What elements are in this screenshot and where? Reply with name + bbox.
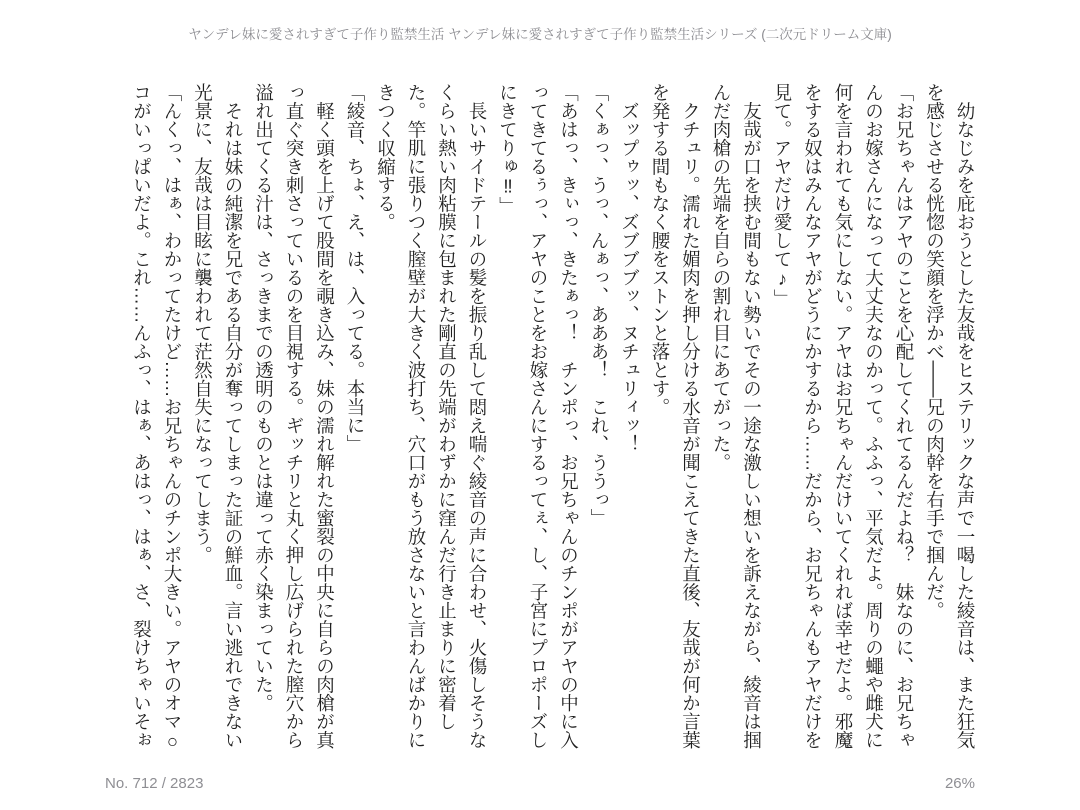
paragraph: 「くぁっ、うっ、んぁっ、あああ！ これ、ううっ」 xyxy=(589,83,610,527)
progress-percent: 26% xyxy=(944,775,975,792)
paragraph: ズップゥッ、ズブブブッ、ヌチュリィッ！ xyxy=(619,83,641,453)
paragraph: それは妹の純潔を兄である自分が奪ってしまった証の鮮血。言い逃れできない光景に、友哉は目眩に襲われて茫然自失になってしまう。 xyxy=(192,83,244,749)
page-text xyxy=(126,83,980,753)
paragraph: 軽く頭を上げて股間を覗き込み、妹の濡れ解れた蜜裂の中央に自らの肉槍が真っ直ぐ突き刺さっているのを目視する。ギッチリと丸く押し広げられた膣穴から溢れ出てくる汁は、さっきまでの透明のものとは違って赤く染まっていた。 xyxy=(253,83,336,749)
paragraph: クチュリ。濡れた媚肉を押し分ける水音が聞こえてきた直後、友哉が何か言葉を発する間もなく腰をストンと落とす。 xyxy=(650,83,702,749)
paragraph: 友哉が口を挟む間もない勢いでその一途な激しい想いを訴えながら、綾音は掴んだ肉槍の先端を自らの割れ目にあてがった。 xyxy=(711,83,763,749)
book-title: ヤンデレ妹に愛されすぎて子作り監禁生活 ヤンデレ妹に愛されすぎて子作り監禁生活シリーズ (二次元ドリーム文庫) xyxy=(188,27,892,42)
paragraph: 幼なじみを庇おうとした友哉をヒステリックな声で一喝した綾音は、また狂気を感じさせる恍惚の笑顔を浮かべ――兄の肉幹を右手で掴んだ。 xyxy=(924,83,976,749)
location-indicator: No. 712 / 2823 xyxy=(105,775,204,792)
paragraph: 「お兄ちゃんはアヤのことを心配してくれてるんだよね？ 妹なのに、お兄ちゃんのお嫁さんになって大丈夫なのかって。ふふっ、平気だよ。周りの蠅や雌犬に何を言われても気にしない。アヤはお兄ちゃんだけいてくれれば幸せだよ。邪魔をする奴はみんなアヤがどうにかするから……だから、お兄ちゃんもアヤだけを見て。アヤだけ愛して♪」 xyxy=(772,83,915,749)
paragraph: 「綾音、ちょ、え、は、入ってる。本当に」 xyxy=(345,83,366,453)
paragraph: 長いサイドテールの髪を振り乱して悶え喘ぐ綾音の声に合わせ、火傷しそうなくらい熱い肉粘膜に包まれた剛直の先端がわずかに窪んだ行き止まりに密着した。竿肌に張りつく膣壁が大きく波打ち、穴口がもう放さないと言わんばかりにきつく収縮する。 xyxy=(375,83,488,749)
paragraph: 「あはっ、きぃっ、きたぁっ！ チンポっ、お兄ちゃんのチンポがアヤの中に入ってきてるぅっ、アヤのことをお嫁さんにするってぇ、し、子宮にプロポーズしにきてりゅ‼」 xyxy=(497,83,580,749)
paragraph: 「んくっ、はぁ、わかってたけど……お兄ちゃんのチンポ大きい。アヤのオマ○コがいっぱいだよ。これ……んふっ、はぁ、あはっ、はぁ、さ、裂けちゃいそぉ xyxy=(131,83,183,752)
